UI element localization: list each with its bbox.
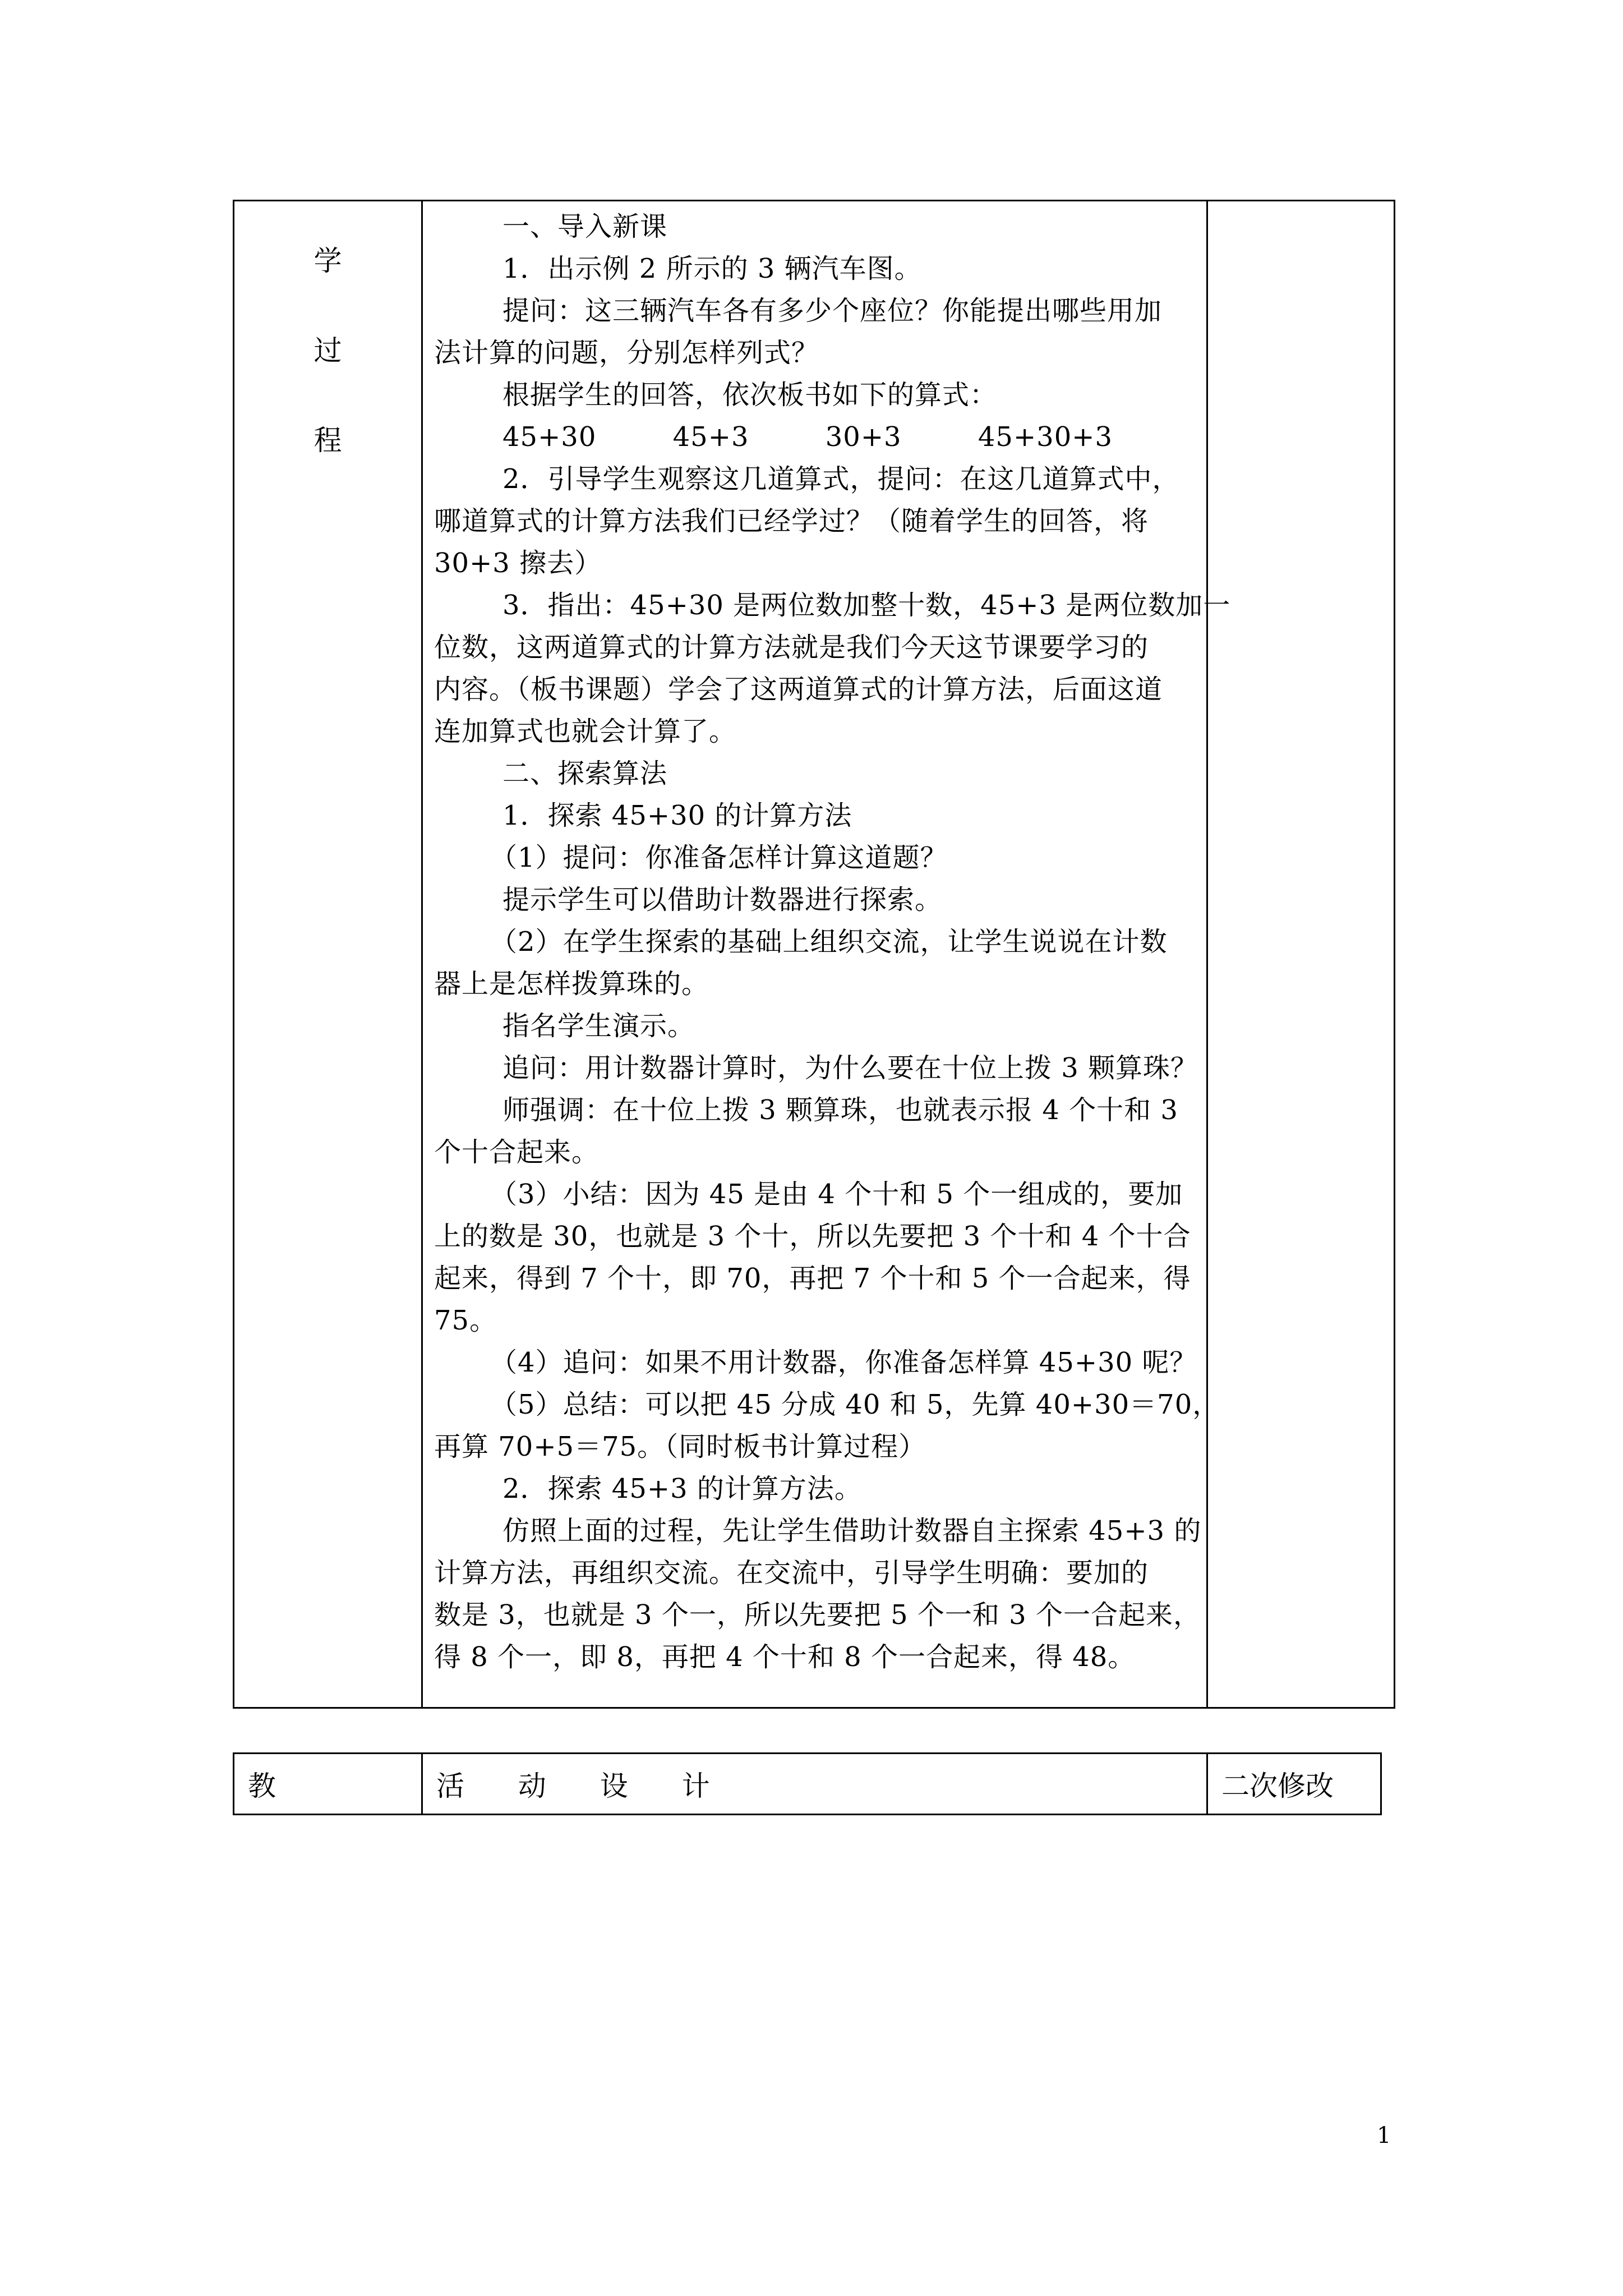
text-line: 内容。（板书课题）学会了这两道算式的计算方法，后面这道 <box>434 674 1163 705</box>
formula-row <box>434 416 1195 458</box>
side-label-cell <box>234 201 422 1708</box>
text-line: 1．出示例 2 所示的 3 辆汽车图。 <box>502 253 922 284</box>
formula: 45+30 <box>502 421 597 453</box>
side-label-char: 学 <box>313 245 342 277</box>
text-line: 法计算的问题，分别怎样列式？ <box>434 337 819 369</box>
activity-header-table <box>233 1752 1382 1815</box>
text-line: 连加算式也就会计算了。 <box>434 716 737 747</box>
text-line: 仿照上面的过程，先让学生借助计数器自主探索 45+3 的 <box>502 1515 1202 1547</box>
text-line: 提问：这三辆汽车各有多少个座位？你能提出哪些用加 <box>502 295 1163 326</box>
text-line: 哪道算式的计算方法我们已经学过？（随着学生的回答，将 <box>434 505 1149 537</box>
text-line: 得 8 个一，即 8，再把 4 个十和 8 个一合起来，得 48。 <box>434 1641 1136 1673</box>
text-line: 75。 <box>434 1305 497 1336</box>
text-line: 1．探索 45+30 的计算方法 <box>502 800 852 831</box>
revision-cell <box>1207 201 1395 1708</box>
text-line: 30+3 擦去） <box>434 547 602 579</box>
text-line: 一、导入新课 <box>502 211 668 242</box>
text-line: （5）总结：可以把 45 分成 40 和 5，先算 40+30＝70， <box>490 1389 1220 1420</box>
text-line: 位数，这两道算式的计算方法就是我们今天这节课要学习的 <box>434 632 1149 663</box>
header-cell-revision: 二次修改 <box>1207 1754 1381 1815</box>
text-line: 再算 70+5＝75。（同时板书计算过程） <box>434 1431 926 1462</box>
text-line: 二、探索算法 <box>502 758 668 789</box>
text-line: 根据学生的回答，依次板书如下的算式： <box>502 379 998 411</box>
formula: 30+3 <box>825 421 902 453</box>
content-cell <box>422 201 1231 1708</box>
text-line: （4）追问：如果不用计数器，你准备怎样算 45+30 呢？ <box>490 1347 1197 1378</box>
text-line: 2．引导学生观察这几道算式，提问：在这几道算式中， <box>502 463 1180 495</box>
side-label-char: 程 <box>313 424 342 457</box>
text-line: 数是 3，也就是 3 个一，所以先要把 5 个一和 3 个一合起来， <box>434 1599 1201 1631</box>
text-line: 指名学生演示。 <box>502 1010 695 1042</box>
text-line: 提示学生可以借助计数器进行探索。 <box>502 884 943 915</box>
formula: 45+30+3 <box>978 421 1113 453</box>
text-line: 起来，得到 7 个十，即 70，再把 7 个十和 5 个一合起来，得 <box>434 1263 1191 1294</box>
page-number: 1 <box>1377 2123 1391 2148</box>
header-cell-teach: 教 <box>234 1754 422 1815</box>
text-line: （2）在学生探索的基础上组织交流，让学生说说在计数 <box>490 926 1168 958</box>
lesson-process-table <box>233 200 1395 1709</box>
text-line: 师强调：在十位上拨 3 颗算珠，也就表示报 4 个十和 3 <box>502 1094 1178 1126</box>
text-line: （1）提问：你准备怎样计算这道题？ <box>490 842 948 873</box>
header-cell-activity-design <box>422 1754 1207 1815</box>
activity-design-label: 活 动 设 计 <box>436 1770 732 1802</box>
text-line: 上的数是 30，也就是 3 个十，所以先要把 3 个十和 4 个十合 <box>434 1221 1191 1252</box>
text-line: 3．指出：45+30 是两位数加整十数，45+3 是两位数加一 <box>502 590 1231 621</box>
formula: 45+3 <box>672 421 749 453</box>
text-line: （3）小结：因为 45 是由 4 个十和 5 个一组成的，要加 <box>490 1179 1183 1210</box>
text-line: 器上是怎样拨算珠的。 <box>434 968 709 1000</box>
text-line: 追问：用计数器计算时，为什么要在十位上拨 3 颗算珠？ <box>502 1052 1198 1084</box>
side-label-char: 过 <box>313 334 342 367</box>
text-line: 个十合起来。 <box>434 1137 600 1168</box>
text-line: 计算方法，再组织交流。在交流中，引导学生明确：要加的 <box>434 1557 1149 1589</box>
text-line: 2．探索 45+3 的计算方法。 <box>502 1473 862 1504</box>
